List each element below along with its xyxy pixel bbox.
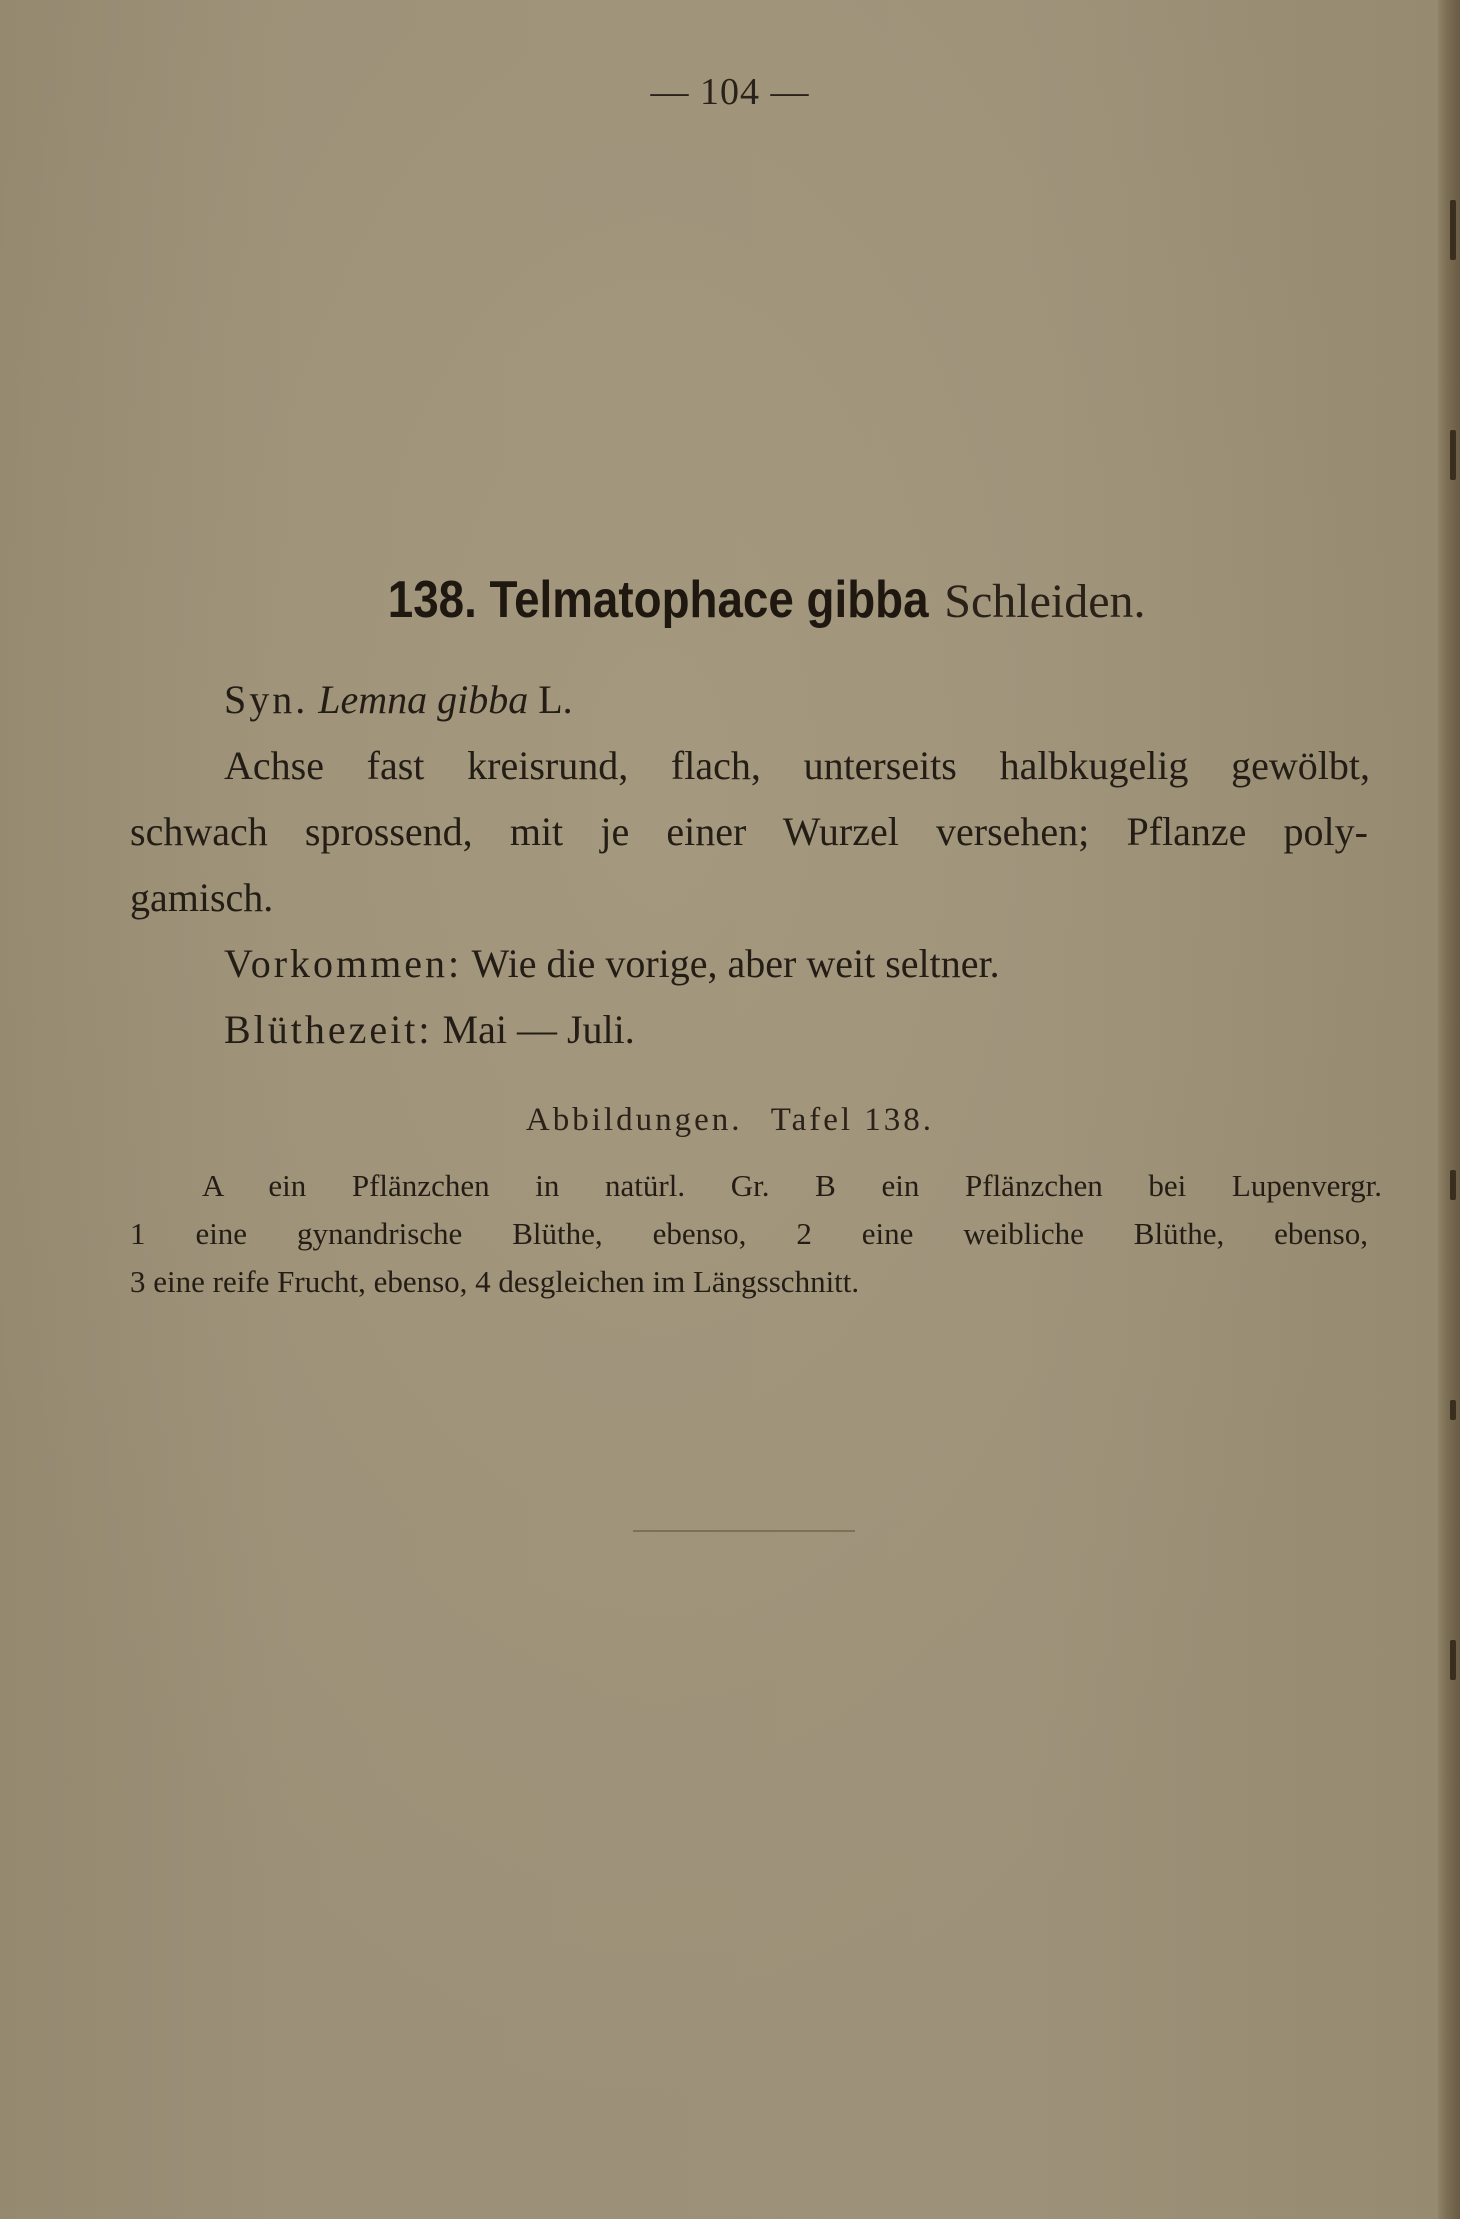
occurrence-label: Vorkommen: xyxy=(224,941,463,986)
edge-mark xyxy=(1450,1640,1456,1680)
synonym-label: Syn. xyxy=(224,677,309,722)
edge-mark xyxy=(1450,200,1456,260)
figures-line-3: 3 eine reife Frucht, ebenso, 4 desgleichen im Längsschnitt. xyxy=(130,1264,860,1299)
page-number: — 104 — xyxy=(650,71,810,113)
edge-mark xyxy=(1450,430,1456,480)
flowering-text: Mai — Juli. xyxy=(442,1007,635,1052)
figures-label: Abbildungen. xyxy=(525,1102,743,1138)
species-author: Schleiden. xyxy=(944,575,1146,628)
edge-mark xyxy=(1450,1400,1456,1420)
edge-mark xyxy=(1450,1170,1456,1200)
flowering-line xyxy=(224,1006,635,1053)
figures-plate: Tafel 138. xyxy=(770,1102,935,1138)
description-line-3: gamisch. xyxy=(130,875,274,920)
figures-line-1: A ein Pflänzchen in natürl. Gr. B ein Pflänzchen bei Lupenvergr. xyxy=(202,1168,1382,1203)
synonym-author: L. xyxy=(538,677,573,722)
synonym-name: Lemna gibba xyxy=(318,677,529,722)
description-line-2: schwach sprossend, mit je einer Wurzel versehen; Pflanze poly- xyxy=(130,809,1368,854)
synonym-line xyxy=(224,676,573,723)
species-heading xyxy=(0,570,1460,630)
flowering-label: Blüthezeit: xyxy=(224,1007,433,1052)
divider-rule xyxy=(633,1530,855,1532)
description-line-1: Achse fast kreisrund, flach, unterseits halbkugelig gewölbt, xyxy=(224,743,1370,788)
figures-title xyxy=(0,1102,1460,1139)
occurrence-text: Wie die vorige, aber weit seltner. xyxy=(471,941,1000,986)
occurrence-line xyxy=(224,940,1000,987)
figures-line-2: 1 eine gynandrische Blüthe, ebenso, 2 eine weibliche Blüthe, ebenso, xyxy=(130,1216,1368,1251)
species-title: 138. Telmatophace gibba xyxy=(388,571,929,629)
